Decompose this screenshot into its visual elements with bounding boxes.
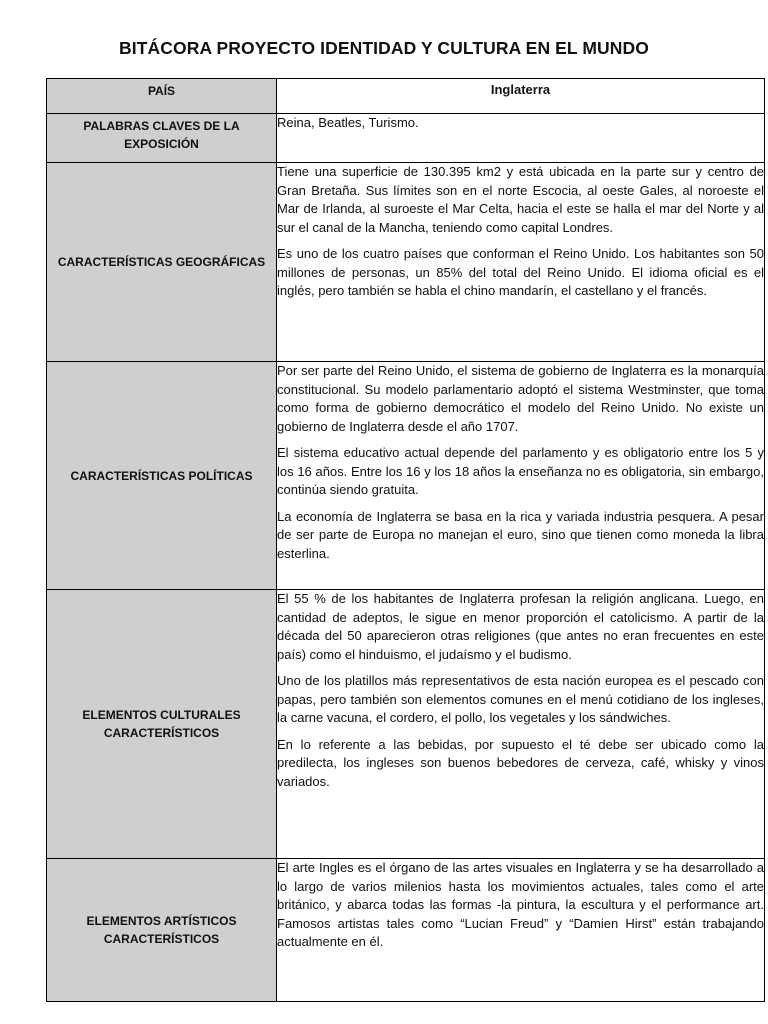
row-label-cell <box>47 859 277 1002</box>
table-row-geography <box>47 163 765 362</box>
table-row-politics <box>47 362 765 590</box>
bitacora-table <box>46 78 765 1002</box>
paragraph: Por ser parte del Reino Unido, el sistema de gobierno de Inglaterra es la monarquía constitucional. Su modelo parlamentario adoptó el sistema Westminster, que toma como forma de gobierno democrático el modelo del Reino Unido. No existe un gobierno de Inglaterra desde el año 1707. <box>277 363 764 434</box>
row-label-cell <box>47 590 277 859</box>
row-label-cell <box>47 114 277 163</box>
paragraph: En lo referente a las bebidas, por supuesto el té debe ser ubicado como la predilecta, los ingleses son buenos bebedores de cerveza, café, whisky y vinos variados. <box>277 736 764 789</box>
row-content-cell <box>277 362 765 590</box>
row-label-cell <box>47 163 277 362</box>
header-label: PAÍS <box>147 84 176 98</box>
row-label-art: ELEMENTOS ARTÍSTICOS CARACTERÍSTICOS <box>86 914 237 946</box>
paragraph: Reina, Beatles, Turismo. <box>277 115 419 130</box>
table-row-keywords <box>47 114 765 163</box>
row-label-politics: CARACTERÍSTICAS POLÍTICAS <box>70 468 253 483</box>
document-title: BITÁCORA PROYECTO IDENTIDAD Y CULTURA EN EL MUNDO <box>119 38 649 58</box>
paragraph: El 55 % de los habitantes de Inglaterra profesan la religión anglicana. Luego, en cantidad de adeptos, le sigue en menor proporción el catolicismo. A partir de la década del 50 aparecieron otras religiones (que antes no eran frecuentes en este país) como el hinduismo, el judaísmo y el budismo. <box>277 591 764 662</box>
paragraph: La economía de Inglaterra se basa en la rica y variada industria pesquera. A pesar de ser parte de Europa no manejan el euro, sino que tienen como moneda la libra esterlina. <box>277 508 764 561</box>
row-label-keywords: PALABRAS CLAVES DE LA EXPOSICIÓN <box>83 119 240 151</box>
table-row-art <box>47 859 765 1002</box>
header-label-cell <box>47 79 277 114</box>
paragraph: Uno de los platillos más representativos de esta nación europea es el pescado con papas, pero también son elementos comunes en el menú cotidiano de los ingleses, la carne vacuna, el cordero, el pollo, los vegetales y los sándwiches. <box>277 673 764 725</box>
header-value-cell <box>277 79 765 114</box>
paragraph: El arte Ingles es el órgano de las artes visuales en Inglaterra y se ha desarrollado a lo largo de varios milenios hasta los movimientos actuales, tales como el arte británico, y abarca todas las formas -la pintura, la escultura y el performance art. Famosos artistas tales como “Lucian Freud” y “Damien Hirst” están trabajando actualmente en él. <box>277 860 764 949</box>
row-content-cell <box>277 114 765 163</box>
country-name: Inglaterra <box>490 82 551 97</box>
table-row-header <box>47 79 765 114</box>
paragraph: Tiene una superficie de 130.395 km2 y está ubicada en la parte sur y centro de Gran Bretaña. Sus límites son en el norte Escocia, al oeste Gales, al noroeste el Mar de Irlanda, al suroeste el Mar Celta, hacia el este se halla el mar del Norte y al sur el canal de la Mancha, teniendo como capital Londres. <box>277 164 764 235</box>
row-label-geography: CARACTERÍSTICAS GEOGRÁFICAS <box>57 255 266 269</box>
table-row-culture <box>47 590 765 859</box>
row-label-culture: ELEMENTOS CULTURALES CARACTERÍSTICOS <box>82 708 241 740</box>
row-content-cell <box>277 163 765 362</box>
paragraph: El sistema educativo actual depende del parlamento y es obligatorio entre los 5 y los 16 años. Entre los 16 y los 18 años la enseñanza no es obligatoria, sin embargo, continúa siendo gratuita. <box>277 445 764 497</box>
row-content-cell <box>277 590 765 859</box>
paragraph: Es uno de los cuatro países que conforman el Reino Unido. Los habitantes son 50 millones de personas, un 85% del total del Reino Unido. El idioma oficial es el inglés, pero también se habla el chino mandarín, el castellano y el francés. <box>277 246 764 298</box>
row-content-cell <box>277 859 765 1002</box>
row-label-cell <box>47 362 277 590</box>
